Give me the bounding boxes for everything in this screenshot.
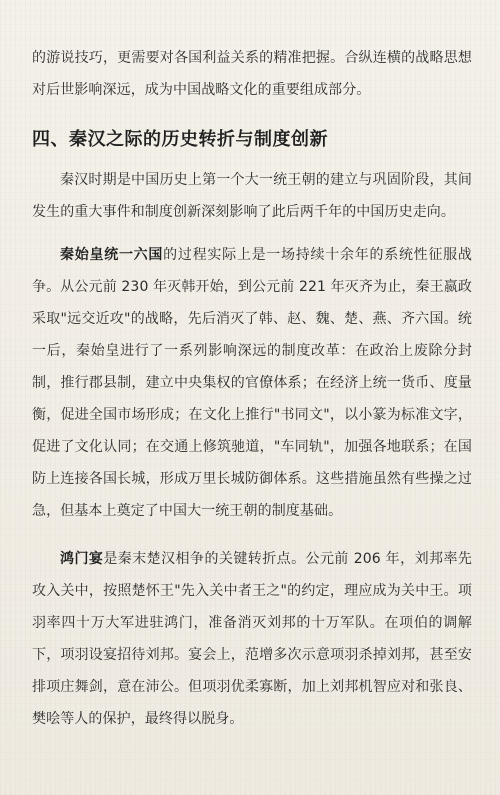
qin-unification-lead: 秦始皇统一六国	[60, 247, 164, 263]
intro-tail-paragraph: 的游说技巧，更需要对各国利益关系的精准把握。合纵连横的战略思想对后世影响深远，成为中国战略文化的重要组成部分。	[32, 50, 472, 98]
hongmen-banquet-paragraph	[32, 543, 472, 735]
hongmen-banquet-text: 是秦末楚汉相争的关键转折点。公元前 206 年，刘邦率先攻入关中，按照楚怀王"先入关中者王之"的约定，理应成为关中王。项羽率四十万大军进驻鸿门，准备消灭刘邦的十万军队。在项伯的调解下，项羽设宴招待刘邦。宴会上，范增多次示意项羽杀掉刘邦，甚至安排项庄舞剑，意在沛公。但项羽优柔寡断，加上刘邦机智应对和张良、樊哙等人的保护，最终得以脱身。	[32, 551, 473, 727]
qin-unification-paragraph	[32, 239, 472, 527]
hongmen-banquet-lead: 鸿门宴	[60, 551, 104, 567]
section-heading: 四、秦汉之际的历史转折与制度创新	[32, 129, 328, 150]
section-intro-paragraph: 秦汉时期是中国历史上第一个大一统王朝的建立与巩固阶段，其间发生的重大事件和制度创新深刻影响了此后两千年的中国历史走向。	[32, 172, 472, 220]
qin-unification-text: 的过程实际上是一场持续十余年的系统性征服战争。从公元前 230 年灭韩开始，到公元前 221 年灭齐为止，秦王嬴政采取"远交近攻"的战略，先后消灭了韩、赵、魏、楚、燕、齐六国。统一后，秦始皇进行了一系列影响深远的制度改革：在政治上废除分封制，推行郡县制，建立中央集权的官僚体系；在经济上统一货币、度量衡，促进全国市场形成；在文化上推行"书同文"，以小篆为标准文字，促进了文化认同；在交通上修筑驰道，"车同轨"，加强各地联系；在国防上连接各国长城，形成万里长城防御体系。这些措施虽然有些操之过急，但基本上奠定了中国大一统王朝的制度基础。	[32, 247, 472, 519]
